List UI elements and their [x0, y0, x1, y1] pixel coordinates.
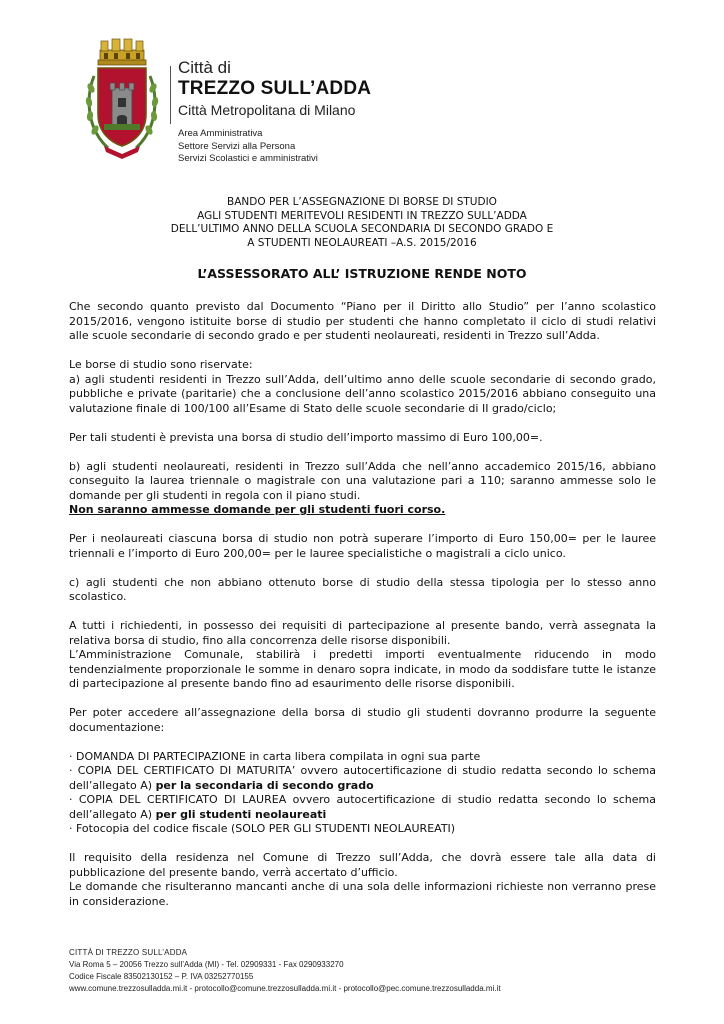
- footer-fiscal: Codice Fiscale 83502130152 – P. IVA 03252770155: [69, 972, 254, 981]
- header-title-block: [178, 58, 371, 119]
- paragraph-incomplete: Le domande che risulteranno mancanti anche di una sola delle informazioni richieste non verranno prese in considerazione.: [69, 880, 656, 908]
- list-item: · DOMANDA DI PARTECIPAZIONE in carta libera compilata in ogni sua parte: [69, 749, 481, 763]
- bando-title: [100, 196, 624, 250]
- city-crest-logo: [84, 36, 160, 160]
- paragraph-point-c: c) agli studenti che non abbiano ottenuto borse di studio della stessa tipologia per lo stesso anno scolastico.: [69, 575, 656, 603]
- department-block: [178, 128, 318, 166]
- paragraph-residence: Il requisito della residenza nel Comune di Trezzo sull’Adda, che dovrà essere tale alla data di pubblicazione del presente bando, verrà accertato d’ufficio.: [69, 851, 656, 879]
- metro-name: Città Metropolitana di Milano: [178, 102, 356, 118]
- city-of-label: Città di: [178, 58, 231, 77]
- paragraph-amount-graduates: Per i neolaureati ciascuna borsa di studio non potrà superare l’importo di Euro 150,00= per le lauree triennali e l’importo di Euro 200,00= per le lauree specialistiche o magistrali a ciclo unico.: [69, 532, 656, 560]
- page-footer: [69, 947, 501, 995]
- city-name: TREZZO SULL’ADDA: [178, 78, 372, 99]
- area-label: Area Amministrativa: [178, 128, 263, 139]
- list-item-text: · COPIA DEL CERTIFICATO DI MATURITA’ ovvero autocertificazione di studio redatta secondo lo schema dell’allegato A): [69, 764, 656, 792]
- title-line-1: BANDO PER L’ASSEGNAZIONE DI BORSE DI STUDIO: [227, 196, 497, 208]
- document-body: [69, 300, 656, 924]
- paragraph-point-a: a) agli studenti residenti in Trezzo sull’Adda, dell’ultimo anno delle scuole secondarie di secondo grado, pubbliche e private (paritarie) che a conclusione dell’anno scolastico 2015/2016 abbiano conseguito una valutazione finale di 100/100 all’Esame di Stato delle scuole secondarie di II grado/ciclo;: [69, 372, 656, 415]
- footer-city-name: CITTÀ DI TREZZO SULL’ADDA: [69, 948, 188, 957]
- list-item-bold: per gli studenti neolaureati: [155, 807, 327, 821]
- footer-web: www.comune.trezzosulladda.mi.it - protocollo@comune.trezzosulladda.mi.it - protocollo@pec.comune.trezzosulladda.mi.it: [69, 984, 501, 993]
- title-line-2: AGLI STUDENTI MERITEVOLI RESIDENTI IN TREZZO SULL’ADDA: [197, 209, 527, 222]
- paragraph-point-b: b) agli studenti neolaureati, residenti in Trezzo sull’Adda che nell’anno accademico 2015/16, abbiano conseguito la laurea triennale o magistrale con una valutazione pari a 110; saranno ammesse solo le domande per gli studenti in regola con il piano studi.: [69, 459, 656, 502]
- footer-address: Via Roma 5 – 20056 Trezzo sull’Adda (MI) - Tel. 02909331 - Fax 0290933270: [69, 960, 344, 969]
- title-line-3: DELL’ULTIMO ANNO DELLA SCUOLA SECONDARIA DI SECONDO GRADO E: [170, 223, 554, 235]
- title-line-4: A STUDENTI NEOLAUREATI –A.S. 2015/2016: [247, 236, 477, 249]
- service-label: Servizi Scolastici e amministrativi: [178, 153, 318, 164]
- section-heading: L’ASSESSORATO ALL’ ISTRUZIONE RENDE NOTO: [197, 266, 527, 281]
- paragraph-reserved-intro: Le borse di studio sono riservate:: [69, 358, 253, 371]
- list-item: · Fotocopia del codice fiscale (SOLO PER GLI STUDENTI NEOLAUREATI): [69, 822, 456, 835]
- paragraph-amount-high-school: Per tali studenti è prevista una borsa di studio dell’importo massimo di Euro 100,00=.: [69, 430, 543, 444]
- paragraph-documentation-intro: Per poter accedere all’assegnazione della borsa di studio gli studenti dovranno produrre la seguente documentazione:: [69, 706, 656, 734]
- list-item: [69, 764, 656, 793]
- paragraph-fuori-corso: Non saranno ammesse domande per gli studenti fuori corso.: [69, 503, 446, 516]
- list-item: [69, 793, 656, 822]
- list-item-bold: per la secondaria di secondo grado: [155, 778, 374, 792]
- paragraph-assignment: A tutti i richiedenti, in possesso dei requisiti di partecipazione al presente bando, verrà assegnata la relativa borsa di studio, fino alla concorrenza delle risorse disponibili.: [69, 619, 656, 647]
- paragraph-administration: L’Amministrazione Comunale, stabilirà i predetti importi eventualmente riducendo in modo tendenzialmente proporzionale le somme in denaro sopra indicate, in modo da soddisfare tutte le istanze di partecipazione al presente bando fino ad esaurimento delle risorse disponibili.: [69, 648, 656, 690]
- paragraph-intro: Che secondo quanto previsto dal Documento “Piano per il Diritto allo Studio” per l’anno scolastico 2015/2016, vengono istituite borse di studio per studenti che hanno completato il ciclo di studi relativi alle scuole secondarie di secondo grado e per studenti neolaureati, residenti in Trezzo sull’Adda.: [69, 300, 656, 342]
- header-divider: [170, 66, 171, 124]
- list-item-text: · COPIA DEL CERTIFICATO DI LAUREA ovvero autocertificazione di studio redatta secondo lo schema dell’allegato A): [69, 793, 656, 821]
- sector-label: Settore Servizi alla Persona: [178, 140, 296, 152]
